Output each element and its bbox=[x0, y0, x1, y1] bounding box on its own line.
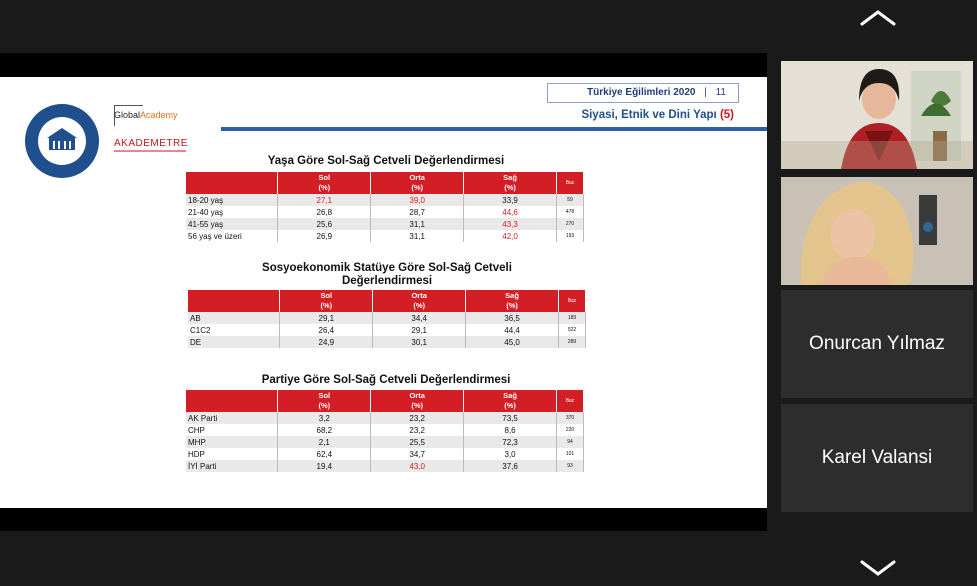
table-row bbox=[186, 436, 584, 448]
table-cell: İYİ Parti bbox=[186, 460, 278, 472]
table-cell: 29,1 bbox=[280, 312, 373, 324]
table-cell: 3,2 bbox=[278, 412, 371, 424]
table-cell: 23,2 bbox=[371, 412, 464, 424]
table-cell: 37,6 bbox=[464, 460, 557, 472]
table-cell bbox=[188, 290, 280, 312]
table-cell: 30,1 bbox=[373, 336, 466, 348]
table-cell: 36,5 bbox=[466, 312, 559, 324]
table-row bbox=[186, 448, 584, 460]
table-row bbox=[186, 194, 584, 206]
table-row bbox=[186, 230, 584, 242]
section-title-party: Partiye Göre Sol-Sağ Cetveli Değerlendirmesi bbox=[261, 374, 511, 386]
table-cell: 220 bbox=[557, 424, 584, 436]
kadir-has-university-logo bbox=[25, 104, 99, 178]
table-cell: DE bbox=[188, 336, 280, 348]
table-cell: 270 bbox=[557, 218, 584, 230]
table-cell: Baz bbox=[557, 390, 584, 412]
ses-table bbox=[188, 290, 586, 348]
table-cell: 28,7 bbox=[371, 206, 464, 218]
table-cell: 72,3 bbox=[464, 436, 557, 448]
table-cell: Baz bbox=[559, 290, 586, 312]
table-row bbox=[188, 336, 586, 348]
section-title-age: Yaşa Göre Sol-Sağ Cetveli Değerlendirmesi bbox=[267, 155, 505, 167]
table-cell: Orta (%) bbox=[373, 290, 466, 312]
participant-tile[interactable] bbox=[781, 404, 973, 512]
table-cell: AK Parti bbox=[186, 412, 278, 424]
table-cell: 34,4 bbox=[373, 312, 466, 324]
shared-screen-top-band bbox=[0, 53, 767, 77]
party-table bbox=[186, 390, 584, 472]
table-cell: 25,5 bbox=[371, 436, 464, 448]
table-cell: 44,6 bbox=[464, 206, 557, 218]
table-cell: Orta (%) bbox=[371, 390, 464, 412]
table-row bbox=[186, 218, 584, 230]
col-orta: Orta (%) bbox=[371, 172, 464, 194]
col-baz: Baz bbox=[557, 172, 584, 194]
table-cell: 31,1 bbox=[371, 218, 464, 230]
table-cell bbox=[186, 390, 278, 412]
table-cell: 522 bbox=[559, 324, 586, 336]
table-cell: 44,4 bbox=[466, 324, 559, 336]
table-cell: 18-20 yaş bbox=[186, 194, 278, 206]
global-academy-logo: GlobalAcademy bbox=[114, 110, 178, 120]
table-cell: CHP bbox=[186, 424, 278, 436]
col-sag: Sağ (%) bbox=[464, 172, 557, 194]
table-cell: C1C2 bbox=[188, 324, 280, 336]
table-cell: 19,4 bbox=[278, 460, 371, 472]
table-cell: 289 bbox=[559, 336, 586, 348]
col-sol: Sol (%) bbox=[278, 172, 371, 194]
table-cell: 21-40 yaş bbox=[186, 206, 278, 218]
table-cell: 26,8 bbox=[278, 206, 371, 218]
table-cell: 101 bbox=[557, 448, 584, 460]
table-cell: 24,9 bbox=[280, 336, 373, 348]
table-row bbox=[186, 460, 584, 472]
participant-video-tile[interactable] bbox=[781, 177, 973, 285]
page-number: 11 bbox=[715, 87, 726, 98]
section-title-ses: Sosyoekonomik Statüye Göre Sol-Sağ Cetveli Değerlendirmesi bbox=[262, 262, 512, 287]
table-cell: Sağ (%) bbox=[464, 390, 557, 412]
table-cell: Sol (%) bbox=[280, 290, 373, 312]
table-cell: 29,1 bbox=[373, 324, 466, 336]
participant-video-tile[interactable] bbox=[781, 61, 973, 169]
akademetre-logo: AKADEMETRE bbox=[114, 138, 188, 149]
chevron-down-icon[interactable] bbox=[858, 556, 898, 578]
shared-screen-bottom-band bbox=[0, 508, 767, 531]
shared-slide bbox=[0, 77, 767, 508]
participant-name: Onurcan Yılmaz bbox=[809, 333, 945, 354]
table-cell: 93 bbox=[557, 460, 584, 472]
table-row bbox=[186, 412, 584, 424]
chevron-up-icon[interactable] bbox=[858, 6, 898, 28]
table-cell: 189 bbox=[559, 312, 586, 324]
table-cell: 2,1 bbox=[278, 436, 371, 448]
report-title: Türkiye Eğilimleri 2020 bbox=[587, 87, 696, 98]
table-cell: 370 bbox=[557, 412, 584, 424]
participant-tile[interactable] bbox=[781, 290, 973, 398]
slide-header: Türkiye Eğilimleri 2020 | 11 bbox=[547, 83, 739, 103]
slide-subtitle: Siyasi, Etnik ve Dini Yapı (5) bbox=[581, 109, 734, 121]
table-cell: 39,0 bbox=[371, 194, 464, 206]
age-table bbox=[186, 172, 584, 242]
table-row bbox=[188, 312, 586, 324]
table-cell: 41-55 yaş bbox=[186, 218, 278, 230]
table-row bbox=[186, 206, 584, 218]
table-cell: 25,6 bbox=[278, 218, 371, 230]
table-cell bbox=[186, 172, 278, 194]
table-cell: 8,6 bbox=[464, 424, 557, 436]
header-rule bbox=[221, 127, 767, 131]
participant-name: Karel Valansi bbox=[821, 447, 933, 468]
table-cell: 23,2 bbox=[371, 424, 464, 436]
akademetre-underline bbox=[114, 150, 186, 152]
table-cell: 34,7 bbox=[371, 448, 464, 460]
table-cell: 26,4 bbox=[280, 324, 373, 336]
table-cell: 31,1 bbox=[371, 230, 464, 242]
table-cell: MHP bbox=[186, 436, 278, 448]
table-cell: 73,5 bbox=[464, 412, 557, 424]
table-cell: 193 bbox=[557, 230, 584, 242]
table-cell: 62,4 bbox=[278, 448, 371, 460]
table-cell: 43,3 bbox=[464, 218, 557, 230]
table-cell: 94 bbox=[557, 436, 584, 448]
table-header-row bbox=[188, 290, 586, 312]
table-cell: Sağ (%) bbox=[466, 290, 559, 312]
table-row bbox=[186, 424, 584, 436]
table-cell: 68,2 bbox=[278, 424, 371, 436]
table-row bbox=[188, 324, 586, 336]
table-cell: 43,0 bbox=[371, 460, 464, 472]
table-cell: 42,0 bbox=[464, 230, 557, 242]
table-cell: HDP bbox=[186, 448, 278, 460]
table-cell: Sol (%) bbox=[278, 390, 371, 412]
table-cell: 56 yaş ve üzeri bbox=[186, 230, 278, 242]
table-cell: 26,9 bbox=[278, 230, 371, 242]
table-cell: 45,0 bbox=[466, 336, 559, 348]
table-cell: 59 bbox=[557, 194, 584, 206]
table-header-row bbox=[186, 390, 584, 412]
table-cell: 478 bbox=[557, 206, 584, 218]
table-header-row bbox=[186, 172, 584, 194]
table-cell: 33,9 bbox=[464, 194, 557, 206]
table-cell: AB bbox=[188, 312, 280, 324]
table-cell: 27,1 bbox=[278, 194, 371, 206]
table-cell: 3,0 bbox=[464, 448, 557, 460]
